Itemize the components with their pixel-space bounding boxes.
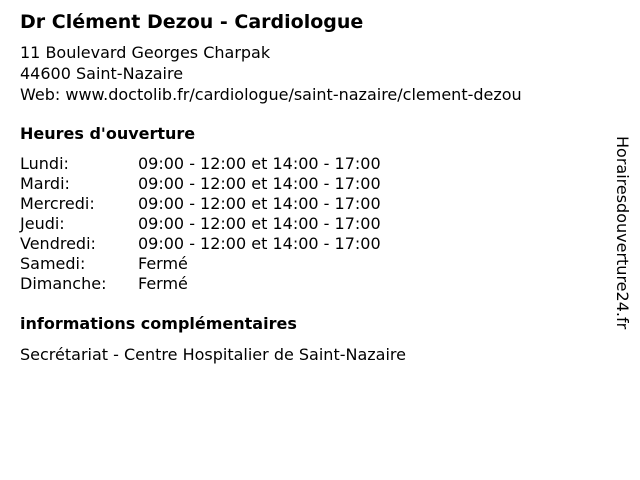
time-value: 09:00 - 12:00 et 14:00 - 17:00: [138, 194, 381, 213]
info-text: Secrétariat - Centre Hospitalier de Saint-Nazaire: [20, 345, 406, 364]
address-street: 11 Boulevard Georges Charpak: [20, 43, 271, 62]
address-city: 44600 Saint-Nazaire: [20, 64, 184, 83]
day-label: Dimanche:: [20, 274, 107, 293]
page-title: Dr Clément Dezou - Cardiologue: [20, 11, 364, 33]
time-value: Fermé: [138, 254, 188, 273]
day-label: Mercredi:: [20, 194, 95, 213]
time-value: 09:00 - 12:00 et 14:00 - 17:00: [138, 154, 381, 173]
time-value: 09:00 - 12:00 et 14:00 - 17:00: [138, 234, 381, 253]
website-link: Web: www.doctolib.fr/cardiologue/saint-nazaire/clement-dezou: [20, 85, 522, 104]
day-label: Mardi:: [20, 174, 70, 193]
time-value: Fermé: [138, 274, 188, 293]
day-label: Vendredi:: [20, 234, 96, 253]
info-heading: informations complémentaires: [20, 314, 297, 333]
time-value: 09:00 - 12:00 et 14:00 - 17:00: [138, 214, 381, 233]
day-label: Jeudi:: [20, 214, 65, 233]
time-value: 09:00 - 12:00 et 14:00 - 17:00: [138, 174, 381, 193]
hours-heading: Heures d'ouverture: [20, 124, 196, 143]
side-brand-watermark: Horairesdouverture24.fr: [613, 136, 632, 330]
day-label: Lundi:: [20, 154, 69, 173]
day-label: Samedi:: [20, 254, 86, 273]
